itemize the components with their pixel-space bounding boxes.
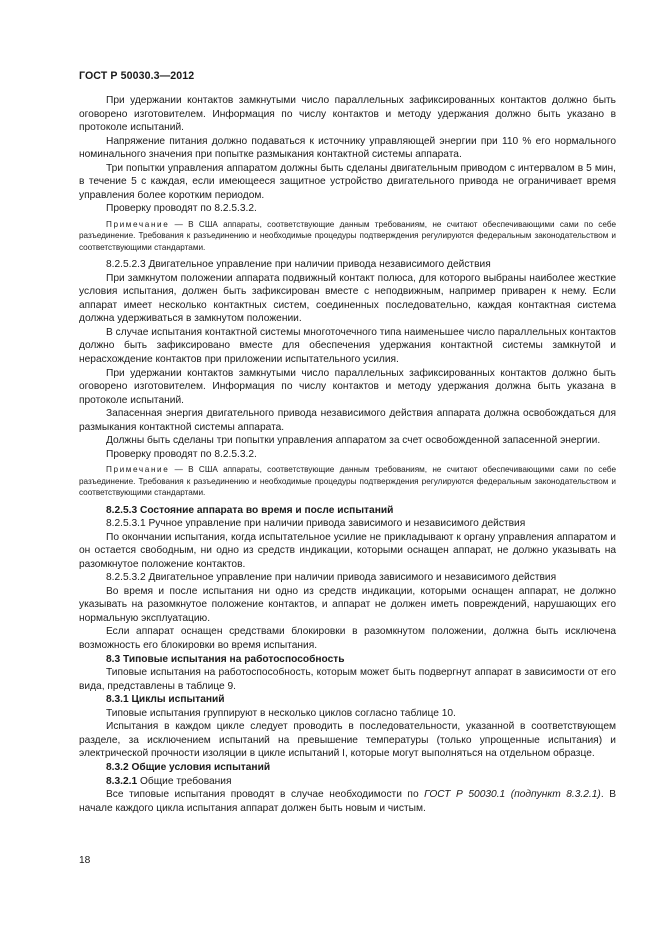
note bbox=[79, 464, 616, 498]
paragraph: При замкнутом положении аппарата подвижный контакт полюса, для которого выбраны наиболее жесткие условия испытания, должен быть зафиксирован вместе с неподвижным, например приварен к нему. Если аппарат имеет несколько контактных систем, соединенных последовательно, каждая контактная система должна удерживаться в замкнутом положении. bbox=[79, 272, 616, 325]
section-heading: 8.3.2 Общие условия испытаний bbox=[106, 761, 271, 773]
paragraph: При удержании контактов замкнутыми число параллельных зафиксированных контактов должно быть оговорено изготовителем. Информация по числу контактов и методу удержания должна быть указана в протоколе испытаний. bbox=[79, 367, 616, 406]
paragraph: По окончании испытания, когда испытательное усилие не прикладывают к органу управления аппаратом и он остается свободным, ни одно из средств индикации, которыми оснащен аппарат, не должно указывать на разомкнутое положение контактов. bbox=[79, 531, 616, 570]
paragraph: Должны быть сделаны три попытки управления аппаратом за счет освобожденной запасенной энергии. bbox=[106, 435, 601, 447]
paragraph: При удержании контактов замкнутыми число параллельных зафиксированных контактов должно быть оговорено изготовителем. Информация по числу контактов и методу удержания должно быть указано в протоколе испытаний. bbox=[79, 95, 616, 134]
section-heading: 8.3.1 Циклы испытаний bbox=[106, 694, 225, 706]
paragraph: Напряжение питания должно подаваться к источнику управляющей энергии при 110 % его нормального номинального значения при попытке размыкания контактной системы аппарата. bbox=[79, 135, 616, 161]
note bbox=[79, 219, 616, 253]
note-text: — В США аппараты, соответствующие данным требованиям, не считают обеспечивающими сами по себе разъединение. Требования к разъединению и необходимые процедуры подтверждения регулируются федеральным законодательством и соответствующими стандартами. bbox=[79, 219, 616, 252]
standard-reference: ГОСТ Р 50030.1 (подпункт 8.3.2.1) bbox=[424, 789, 601, 801]
section-heading: 8.2.5.3 Состояние аппарата во время и после испытаний bbox=[106, 504, 394, 516]
paragraph: Испытания в каждом цикле следует проводить в последовательности, указанной в соответствующем разделе, за исключением испытаний на превышение температуры (только упрощенные испытания) и электрической прочности изоляции в цикле испытаний I, которые могут выполняться на отдельном образце. bbox=[79, 721, 616, 760]
paragraph: Все типовые испытания проводят в случае необходимости по ГОСТ Р 50030.1 (подпункт 8.3.2.1). В начале каждого цикла испытания аппарат должен быть новым и чистым. bbox=[79, 789, 616, 814]
paragraph: В случае испытания контактной системы многоточечного типа наименьшее число параллельных контактов должно быть зафиксировано вместе для обеспечения удержания контактной системы замкнутой и нерасхождение контактов при приложении испытательного усилия. bbox=[79, 326, 616, 365]
note-text: — В США аппараты, соответствующие данным требованиям, не считают обеспечивающими сами по себе разъединение. Требования к разъединению и необходимые процедуры подтверждения регулируются федеральным законодательством и соответствующими стандартами. bbox=[79, 465, 616, 498]
paragraph: Проверку проводят по 8.2.5.3.2. bbox=[106, 203, 257, 215]
page-body bbox=[79, 94, 616, 815]
paragraph: Проверку проводят по 8.2.5.3.2. bbox=[106, 448, 257, 460]
paragraph: Если аппарат оснащен средствами блокировки в разомкнутом положении, должна быть исключена возможность его блокировки во время испытания. bbox=[79, 626, 616, 652]
paragraph: Типовые испытания на работоспособность, которым может быть подвергнут аппарат в зависимости от его вида, представлены в таблице 9. bbox=[79, 667, 616, 692]
paragraph: Типовые испытания группируют в несколько циклов согласно таблице 10. bbox=[106, 707, 456, 719]
subsection-heading: 8.2.5.3.2 Двигательное управление при наличии привода зависимого и независимого действия bbox=[106, 572, 557, 584]
paragraph: Три попытки управления аппаратом должны быть сделаны двигательным приводом с интервалом в 5 мин, в течение 5 с каждая, если имеющееся защитное устройство двигательного привода не ограничивает время управления более коротким периодом. bbox=[79, 162, 616, 201]
standard-code-header: ГОСТ Р 50030.3—2012 bbox=[79, 70, 195, 82]
section-heading: 8.3 Типовые испытания на работоспособность bbox=[106, 653, 345, 665]
note-label: Примечание bbox=[106, 219, 170, 229]
paragraph: Во время и после испытания ни одно из средств индикации, которыми оснащен аппарат, не должно указывать на разомкнутое положение контактов, и аппарат не должен иметь повреждений, нарушающих его нормальную эксплуатацию. bbox=[79, 585, 616, 624]
page-number: 18 bbox=[79, 855, 91, 866]
note-label: Примечание bbox=[106, 465, 170, 475]
subsection-heading: 8.2.5.3.1 Ручное управление при наличии привода зависимого и независимого действия bbox=[106, 518, 526, 530]
subsection-heading: 8.3.2.1 Общие требования bbox=[106, 775, 232, 787]
subsection-heading: 8.2.5.2.3 Двигательное управление при наличии привода независимого действия bbox=[106, 259, 491, 271]
paragraph: Запасенная энергия двигательного привода независимого действия аппарата должна освобождаться для размыкания контактной системы аппарата. bbox=[79, 408, 616, 433]
